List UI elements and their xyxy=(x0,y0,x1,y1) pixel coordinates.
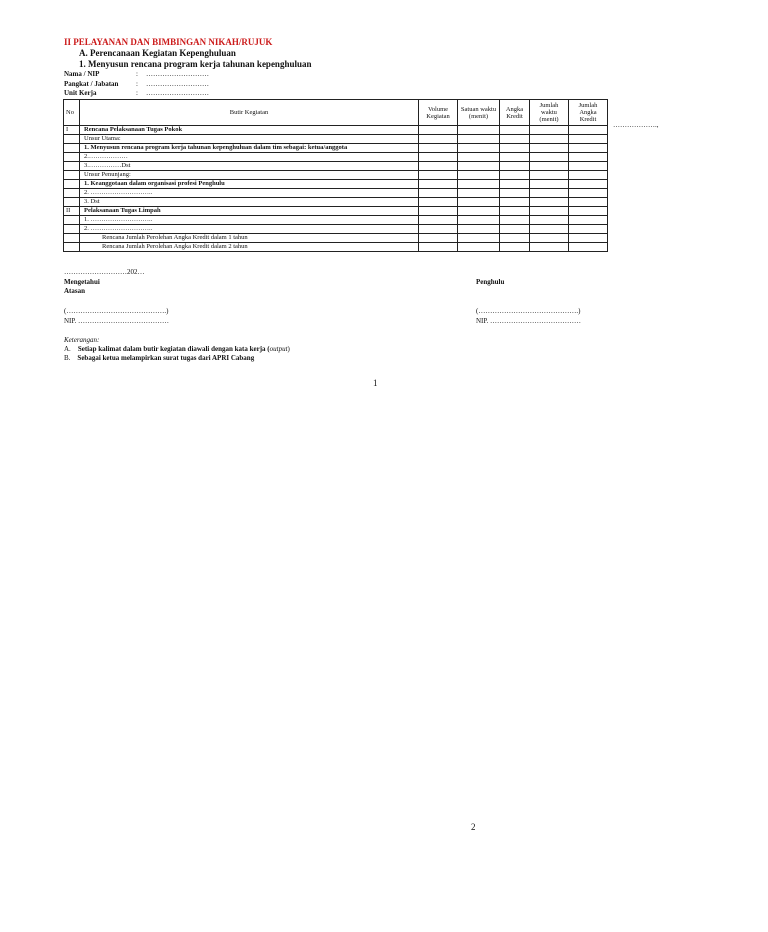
row-no xyxy=(64,144,80,153)
row-text: 3. Dst xyxy=(80,198,419,207)
volume-cell[interactable] xyxy=(419,144,458,153)
activity-plan-table xyxy=(63,99,608,252)
table-row xyxy=(64,198,608,207)
row-no: I xyxy=(64,126,80,135)
jumlah-angka-cell[interactable] xyxy=(569,126,608,135)
right-sign-role: Penghulu xyxy=(476,278,505,286)
angka-cell[interactable] xyxy=(500,198,530,207)
jumlah-angka-cell[interactable] xyxy=(569,135,608,144)
satuan-cell[interactable] xyxy=(458,180,500,189)
row-text: 1. ……………………….. xyxy=(80,216,419,225)
volume-cell[interactable] xyxy=(419,171,458,180)
row-no xyxy=(64,216,80,225)
header-butir: Butir Kegiatan xyxy=(80,100,419,126)
table-row xyxy=(64,216,608,225)
angka-cell[interactable] xyxy=(500,162,530,171)
satuan-cell[interactable] xyxy=(458,135,500,144)
identity-rank-value: ……………………… xyxy=(146,80,209,88)
jumlah-waktu-cell[interactable] xyxy=(530,234,569,243)
jumlah-angka-cell[interactable] xyxy=(569,234,608,243)
right-sign-name: (…………………………………….) xyxy=(476,307,581,315)
table-row xyxy=(64,162,608,171)
volume-cell[interactable] xyxy=(419,243,458,252)
identity-name-label: Nama / NIP xyxy=(64,70,100,78)
row-no xyxy=(64,198,80,207)
page-number-2: 2 xyxy=(471,822,476,832)
jumlah-waktu-cell[interactable] xyxy=(530,225,569,234)
row-no xyxy=(64,234,80,243)
left-sign-name: (…………………………………….) xyxy=(64,307,169,315)
angka-cell[interactable] xyxy=(500,225,530,234)
header-angka: Angka Kredit xyxy=(500,100,530,126)
jumlah-waktu-cell[interactable] xyxy=(530,180,569,189)
row-no xyxy=(64,162,80,171)
satuan-cell[interactable] xyxy=(458,144,500,153)
jumlah-angka-cell[interactable] xyxy=(569,144,608,153)
note-item xyxy=(64,345,290,353)
volume-cell[interactable] xyxy=(419,135,458,144)
identity-name-value: ……………………… xyxy=(146,70,209,78)
jumlah-waktu-cell[interactable] xyxy=(530,162,569,171)
volume-cell[interactable] xyxy=(419,153,458,162)
angka-cell[interactable] xyxy=(500,180,530,189)
jumlah-angka-cell[interactable] xyxy=(569,189,608,198)
identity-unit-sep: : xyxy=(136,89,138,97)
subsection-heading: 1. Menyusun rencana program kerja tahunan kepenghuluan xyxy=(79,59,312,69)
satuan-cell[interactable] xyxy=(458,225,500,234)
satuan-cell[interactable] xyxy=(458,171,500,180)
table-row xyxy=(64,126,608,135)
table-row xyxy=(64,153,608,162)
volume-cell[interactable] xyxy=(419,225,458,234)
note-text: Sebagai ketua melampirkan surat tugas dari APRI Cabang xyxy=(77,354,255,362)
side-dots: ………………., xyxy=(613,121,659,129)
date-line: ………………………202… xyxy=(64,268,145,276)
jumlah-angka-cell[interactable] xyxy=(569,225,608,234)
row-text: Rencana Jumlah Perolehan Angka Kredit dalam 2 tahun xyxy=(80,243,419,252)
angka-cell[interactable] xyxy=(500,189,530,198)
page-number-1: 1 xyxy=(373,378,378,388)
row-no xyxy=(64,189,80,198)
satuan-cell[interactable] xyxy=(458,243,500,252)
header-satuan: Satuan waktu (menit) xyxy=(458,100,500,126)
volume-cell[interactable] xyxy=(419,198,458,207)
jumlah-angka-cell[interactable] xyxy=(569,198,608,207)
jumlah-angka-cell[interactable] xyxy=(569,216,608,225)
identity-rank-sep: : xyxy=(136,80,138,88)
angka-cell[interactable] xyxy=(500,207,530,216)
header-jumlah-angka: Jumlah Angka Kredit xyxy=(569,100,608,126)
row-no xyxy=(64,135,80,144)
note-tail: ) xyxy=(287,345,290,353)
jumlah-angka-cell[interactable] xyxy=(569,171,608,180)
volume-cell[interactable] xyxy=(419,180,458,189)
section-heading: A. Perencanaan Kegiatan Kepenghuluan xyxy=(79,48,236,58)
volume-cell[interactable] xyxy=(419,126,458,135)
table-row xyxy=(64,207,608,216)
table-row xyxy=(64,171,608,180)
row-text: 2. ……………………….. xyxy=(80,225,419,234)
volume-cell[interactable] xyxy=(419,207,458,216)
angka-cell[interactable] xyxy=(500,216,530,225)
left-sign-role: Mengetahui xyxy=(64,278,100,286)
row-text: Unsur Penunjang: xyxy=(80,171,419,180)
jumlah-waktu-cell[interactable] xyxy=(530,171,569,180)
volume-cell[interactable] xyxy=(419,216,458,225)
table-row xyxy=(64,189,608,198)
angka-cell[interactable] xyxy=(500,234,530,243)
volume-cell[interactable] xyxy=(419,162,458,171)
satuan-cell[interactable] xyxy=(458,189,500,198)
angka-cell[interactable] xyxy=(500,126,530,135)
jumlah-waktu-cell[interactable] xyxy=(530,144,569,153)
angka-cell[interactable] xyxy=(500,171,530,180)
satuan-cell[interactable] xyxy=(458,216,500,225)
header-jumlah-waktu: Jumlah waktu (menit) xyxy=(530,100,569,126)
angka-cell[interactable] xyxy=(500,153,530,162)
jumlah-waktu-cell[interactable] xyxy=(530,198,569,207)
jumlah-waktu-cell[interactable] xyxy=(530,189,569,198)
jumlah-angka-cell[interactable] xyxy=(569,180,608,189)
satuan-cell[interactable] xyxy=(458,153,500,162)
jumlah-angka-cell[interactable] xyxy=(569,162,608,171)
jumlah-angka-cell[interactable] xyxy=(569,243,608,252)
identity-unit-label: Unit Kerja xyxy=(64,89,97,97)
header-volume: Volume Kegiatan xyxy=(419,100,458,126)
jumlah-waktu-cell[interactable] xyxy=(530,153,569,162)
satuan-cell[interactable] xyxy=(458,126,500,135)
header-no: No xyxy=(64,100,80,126)
table-row xyxy=(64,135,608,144)
satuan-cell[interactable] xyxy=(458,234,500,243)
table-header-row xyxy=(64,100,608,126)
identity-unit-value: ……………………… xyxy=(146,89,209,97)
row-no xyxy=(64,180,80,189)
table-row xyxy=(64,144,608,153)
satuan-cell[interactable] xyxy=(458,162,500,171)
row-text: Rencana Pelaksanaan Tugas Pokok xyxy=(80,126,419,135)
table-row xyxy=(64,234,608,243)
row-no xyxy=(64,171,80,180)
identity-rank-label: Pangkat / Jabatan xyxy=(64,80,119,88)
note-text: Setiap kalimat dalam butir kegiatan diawali dengan kata kerja ( xyxy=(77,345,270,353)
notes-title: Keterangan: xyxy=(64,336,100,344)
table-row xyxy=(64,243,608,252)
volume-cell[interactable] xyxy=(419,234,458,243)
jumlah-waktu-cell[interactable] xyxy=(530,243,569,252)
angka-cell[interactable] xyxy=(500,135,530,144)
row-text: 1. Menyusun rencana program kerja tahunan kepenghuluan dalam tim sebagai: ketua/anggota xyxy=(80,144,419,153)
identity-name-sep: : xyxy=(136,70,138,78)
row-no: II xyxy=(64,207,80,216)
jumlah-waktu-cell[interactable] xyxy=(530,207,569,216)
row-text: Pelaksanaan Tugas Limpah xyxy=(80,207,419,216)
row-text: Unsur Utama: xyxy=(80,135,419,144)
row-text: 2.……………… xyxy=(80,153,419,162)
row-text: 1. Keanggotaan dalam organisasi profesi Penghulu xyxy=(80,180,419,189)
right-sign-nip: NIP. ………………………………… xyxy=(476,317,582,325)
angka-cell[interactable] xyxy=(500,243,530,252)
row-no xyxy=(64,243,80,252)
satuan-cell[interactable] xyxy=(458,198,500,207)
jumlah-angka-cell[interactable] xyxy=(569,153,608,162)
jumlah-waktu-cell[interactable] xyxy=(530,135,569,144)
row-text: 3.……………Dst xyxy=(80,162,419,171)
note-marker: B. xyxy=(64,354,71,362)
note-em: output xyxy=(269,345,288,353)
jumlah-waktu-cell[interactable] xyxy=(530,126,569,135)
table-row xyxy=(64,180,608,189)
row-no xyxy=(64,153,80,162)
left-sign-nip: NIP. ………………………………… xyxy=(64,317,170,325)
row-text: Rencana Jumlah Perolehan Angka Kredit dalam 1 tahun xyxy=(80,234,419,243)
jumlah-angka-cell[interactable] xyxy=(569,207,608,216)
row-text: 2. ……………………….. xyxy=(80,189,419,198)
chapter-heading: II PELAYANAN DAN BIMBINGAN NIKAH/RUJUK xyxy=(64,37,273,47)
note-item xyxy=(64,354,254,362)
note-marker: A. xyxy=(64,345,71,353)
satuan-cell[interactable] xyxy=(458,207,500,216)
row-no xyxy=(64,225,80,234)
jumlah-waktu-cell[interactable] xyxy=(530,216,569,225)
left-sign-role2: Atasan xyxy=(64,287,86,295)
volume-cell[interactable] xyxy=(419,189,458,198)
angka-cell[interactable] xyxy=(500,144,530,153)
table-row xyxy=(64,225,608,234)
